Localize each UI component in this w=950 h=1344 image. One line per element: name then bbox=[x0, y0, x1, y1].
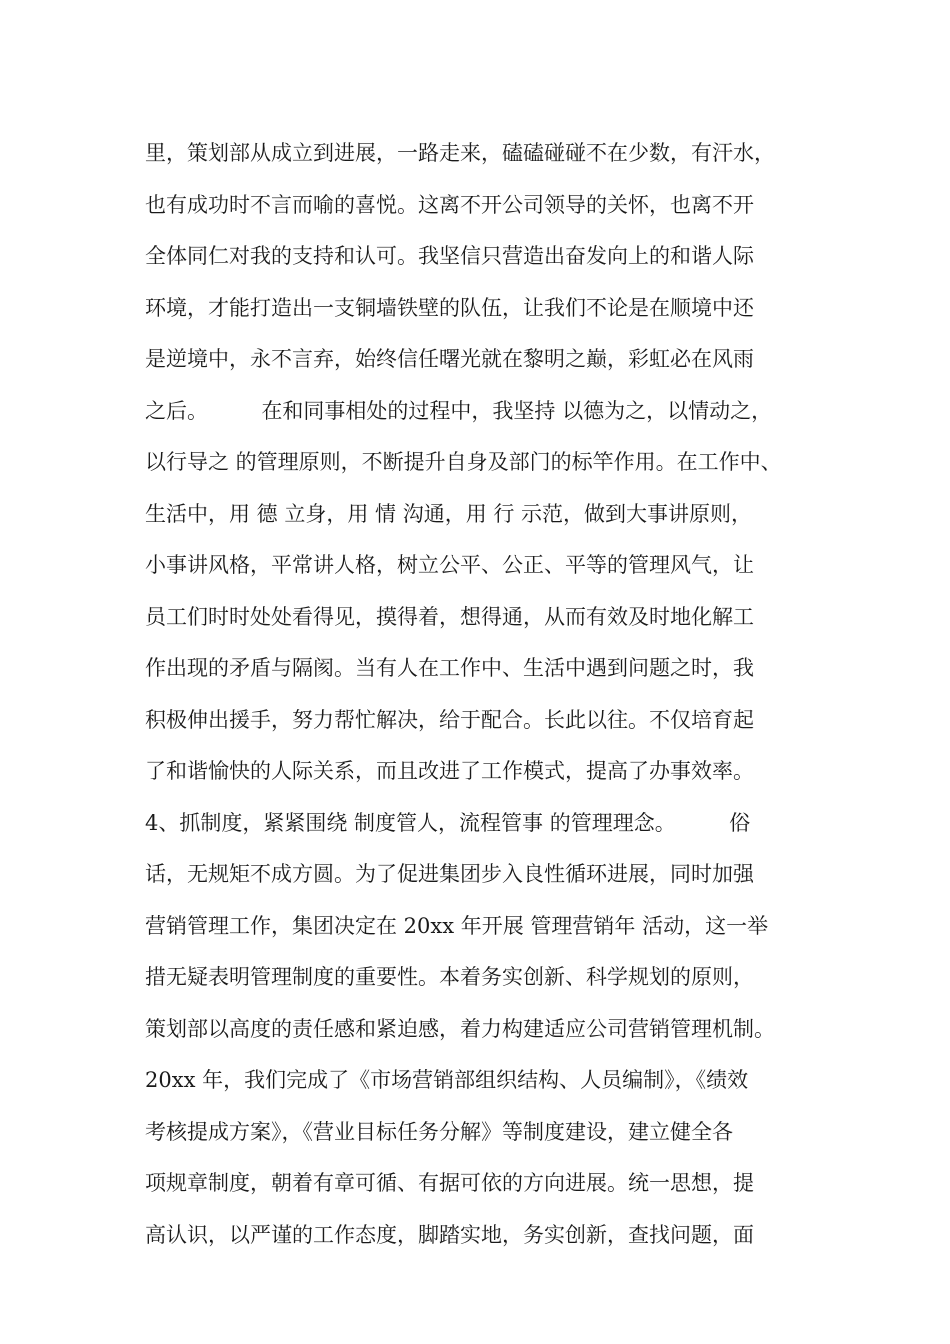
text-line: 了和谐愉快的人际关系，而且改进了工作模式，提高了办事效率。 bbox=[145, 759, 754, 783]
text-line: 措无疑表明管理制度的重要性。本着务实创新、科学规划的原则， bbox=[145, 965, 754, 989]
text-line: 以行导之 的管理原则，不断提升自身及部门的标竿作用。在工作中、 bbox=[145, 450, 782, 474]
text-line: 之后。 在和同事相处的过程中，我坚持 以德为之，以情动之， bbox=[145, 398, 773, 423]
text-line: 全体同仁对我的支持和认可。我坚信只营造出奋发向上的和谐人际 bbox=[145, 244, 754, 268]
text-line: 小事讲风格，平常讲人格，树立公平、公正、平等的管理风气，让 bbox=[145, 553, 754, 577]
text-line: 员工们时时处处看得见，摸得着，想得通，从而有效及时地化解工 bbox=[145, 604, 754, 629]
text-line: 20xx 年，我们完成了《市场营销部组织结构、人员编制》，《绩效 bbox=[145, 1068, 749, 1092]
text-line: 话，无规矩不成方圆。为了促进集团步入良性循环进展，同时加强 bbox=[145, 862, 754, 886]
text-line: 营销管理工作，集团决定在 20xx 年开展 管理营销年 活动，这一举 bbox=[145, 913, 769, 938]
text-line: 项规章制度，朝着有章可循、有据可依的方向进展。统一思想，提 bbox=[145, 1171, 754, 1195]
text-line: 是逆境中，永不言弃，始终信任曙光就在黎明之巅，彩虹必在风雨 bbox=[145, 347, 754, 371]
text-line: 策划部以高度的责任感和紧迫感，着力构建适应公司营销管理机制。 bbox=[145, 1016, 775, 1041]
text-line: 生活中，用 德 立身，用 情 沟通，用 行 示范，做到大事讲原则， bbox=[145, 501, 753, 526]
text-line: 考核提成方案》，《营业目标任务分解》等制度建设，建立健全各 bbox=[145, 1119, 733, 1144]
text-line: 高认识，以严谨的工作态度，脚踏实地，务实创新，查找问题，面 bbox=[145, 1222, 754, 1247]
text-line: 环境，才能打造出一支铜墙铁壁的队伍，让我们不论是在顺境中还 bbox=[145, 295, 754, 320]
text-line: 4、抓制度，紧紧围绕 制度管人，流程管事 的管理理念。 俗 bbox=[145, 810, 751, 835]
text-line: 作出现的矛盾与隔阂。当有人在工作中、生活中遇到问题之时，我 bbox=[145, 656, 754, 680]
body-text bbox=[145, 128, 835, 1261]
text-line: 里，策划部从成立到进展，一路走来，磕磕碰碰不在少数，有汗水， bbox=[145, 141, 775, 165]
text-line: 也有成功时不言而喻的喜悦。这离不开公司领导的关怀，也离不开 bbox=[145, 192, 754, 217]
text-line: 积极伸出援手，努力帮忙解决，给于配合。长此以往。不仅培育起 bbox=[145, 707, 754, 732]
